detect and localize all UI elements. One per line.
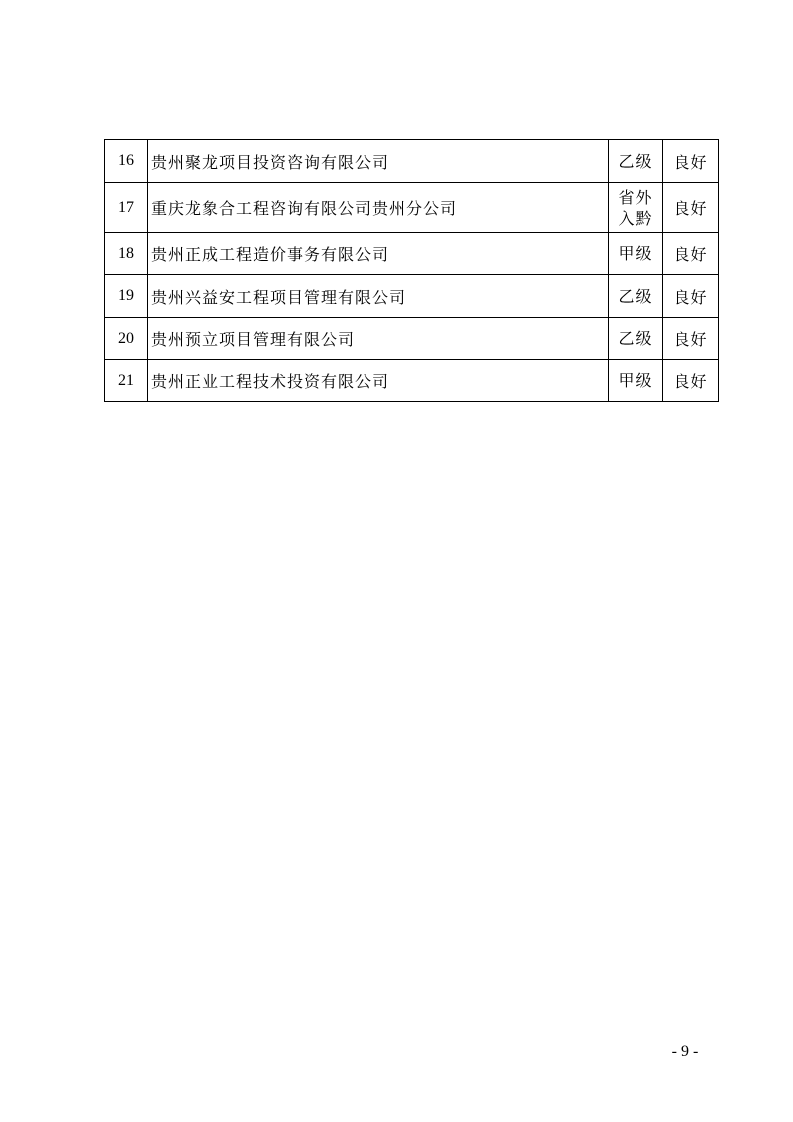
- qualification-grade-line: 省外: [618, 187, 653, 207]
- page-number: - 9 -: [671, 1043, 699, 1060]
- company-evaluation-table: [104, 139, 719, 402]
- evaluation-result: 良好: [663, 318, 719, 360]
- row-number: 19: [105, 275, 148, 318]
- qualification-grade: 乙级: [609, 275, 663, 318]
- company-name: 贵州正业工程技术投资有限公司: [148, 360, 609, 402]
- evaluation-result: 良好: [663, 275, 719, 318]
- company-name: 贵州聚龙项目投资咨询有限公司: [148, 140, 609, 183]
- qualification-grade: 乙级: [609, 140, 663, 183]
- table-row: [105, 183, 719, 233]
- table-row: [105, 318, 719, 360]
- company-name: 贵州正成工程造价事务有限公司: [148, 233, 609, 275]
- row-number: 21: [105, 360, 148, 402]
- evaluation-result: 良好: [663, 140, 719, 183]
- qualification-grade-line: 入黔: [618, 208, 653, 228]
- row-number: 17: [105, 183, 148, 233]
- company-name: 重庆龙象合工程咨询有限公司贵州分公司: [148, 183, 609, 233]
- evaluation-result: 良好: [663, 183, 719, 233]
- evaluation-result: 良好: [663, 360, 719, 402]
- row-number: 20: [105, 318, 148, 360]
- company-name: 贵州兴益安工程项目管理有限公司: [148, 275, 609, 318]
- qualification-grade: 乙级: [609, 318, 663, 360]
- company-name: 贵州预立项目管理有限公司: [148, 318, 609, 360]
- qualification-grade: 甲级: [609, 360, 663, 402]
- table-row: [105, 275, 719, 318]
- evaluation-result: 良好: [663, 233, 719, 275]
- table-row: [105, 140, 719, 183]
- qualification-grade: 甲级: [609, 233, 663, 275]
- row-number: 16: [105, 140, 148, 183]
- table-row: [105, 360, 719, 402]
- row-number: 18: [105, 233, 148, 275]
- table-row: [105, 233, 719, 275]
- qualification-grade: [609, 183, 663, 233]
